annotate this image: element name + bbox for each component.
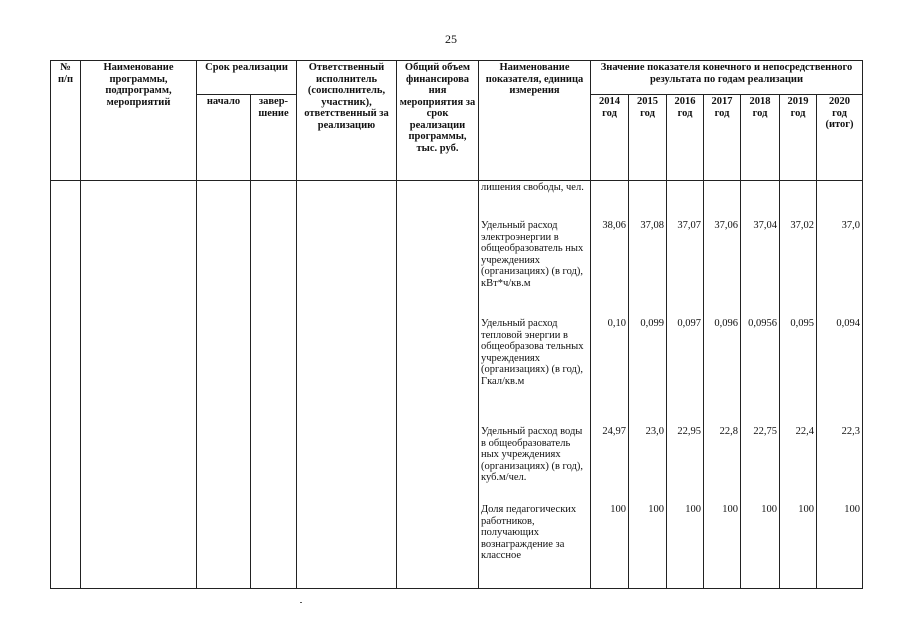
value-r4-2020: 100: [844, 504, 860, 515]
cell-values-2020: [817, 181, 863, 589]
indicator-0: лишения свободы, чел.: [481, 182, 584, 193]
value-r4-2017: 100: [722, 504, 738, 515]
header-year-2014: 2014 год: [591, 95, 629, 181]
cell-indicators: [479, 181, 591, 589]
value-r1-2020: 37,0: [841, 220, 860, 231]
header-end: завер- шение: [251, 95, 297, 181]
cell-values-2016: [667, 181, 704, 589]
value-r2-2014: 0,10: [607, 318, 626, 329]
value-r1-2016: 37,07: [677, 220, 701, 231]
value-r1-2018: 37,04: [753, 220, 777, 231]
value-r4-2015: 100: [648, 504, 664, 515]
value-r1-2015: 37,08: [640, 220, 664, 231]
header-num: № п/п: [51, 61, 81, 181]
header-year-2018: 2018 год: [741, 95, 780, 181]
value-r3-2019: 22,4: [795, 426, 814, 437]
value-r4-2018: 100: [761, 504, 777, 515]
cell-values-2014: [591, 181, 629, 589]
cell-program: [81, 181, 197, 589]
cell-values-2018: [741, 181, 780, 589]
header-responsible: Ответственный исполнитель (соисполнитель, участник), ответственный за реализацию: [297, 61, 397, 181]
indicator-2: Удельный расход тепловой энергии в общеобразова тельных учреждениях (организациях) (в год), Гкал/кв.м: [481, 318, 584, 387]
page-number: 25: [445, 32, 457, 46]
value-r2-2016: 0,097: [677, 318, 701, 329]
value-r2-2015: 0,099: [640, 318, 664, 329]
value-r3-2018: 22,75: [753, 426, 777, 437]
value-r1-2019: 37,02: [790, 220, 814, 231]
value-r2-2017: 0,096: [714, 318, 738, 329]
scan-mark: [300, 602, 302, 603]
value-r2-2019: 0,095: [790, 318, 814, 329]
indicator-4: Доля педагогических работников, получающих вознаграждение за классное: [481, 504, 577, 561]
cell-start: [197, 181, 251, 589]
value-r3-2020: 22,3: [841, 426, 860, 437]
value-r1-2017: 37,06: [714, 220, 738, 231]
header-year-2015: 2015 год: [629, 95, 667, 181]
value-r3-2017: 22,8: [719, 426, 738, 437]
header-start: начало: [197, 95, 251, 181]
program-table: [50, 60, 863, 589]
value-r2-2020: 0,094: [836, 318, 860, 329]
cell-values-2015: [629, 181, 667, 589]
cell-values-2017: [704, 181, 741, 589]
value-r1-2014: 38,06: [602, 220, 626, 231]
value-r3-2016: 22,95: [677, 426, 701, 437]
cell-num: [51, 181, 81, 589]
value-r3-2015: 23,0: [645, 426, 664, 437]
cell-financing: [397, 181, 479, 589]
header-period: Срок реализации: [197, 61, 297, 95]
header-year-2020: 2020 год (итог): [817, 95, 863, 181]
header-program: Наименование программы, подпрограмм, мероприятий: [81, 61, 197, 181]
value-r2-2018: 0,0956: [748, 318, 777, 329]
header-financing: Общий объем финансирова ния мероприятия за срок реализации программы, тыс. руб.: [397, 61, 479, 181]
indicator-1: Удельный расход электроэнергии в общеобразователь ных учреждениях (организациях) (в год), кВт*ч/кв.м: [481, 220, 584, 289]
header-year-2016: 2016 год: [667, 95, 704, 181]
value-r3-2014: 24,97: [602, 426, 626, 437]
cell-end: [251, 181, 297, 589]
value-r4-2019: 100: [798, 504, 814, 515]
indicator-3: Удельный расход воды в общеобразователь ных учреждениях (организациях) (в год), куб.м/чел.: [481, 426, 583, 483]
header-indicator: Наименование показателя, единица измерения: [479, 61, 591, 181]
value-r4-2016: 100: [685, 504, 701, 515]
value-r4-2014: 100: [610, 504, 626, 515]
header-year-2017: 2017 год: [704, 95, 741, 181]
header-values-title: Значение показателя конечного и непосредственного результата по годам реализации: [591, 61, 863, 95]
cell-values-2019: [780, 181, 817, 589]
header-year-2019: 2019 год: [780, 95, 817, 181]
cell-responsible: [297, 181, 397, 589]
